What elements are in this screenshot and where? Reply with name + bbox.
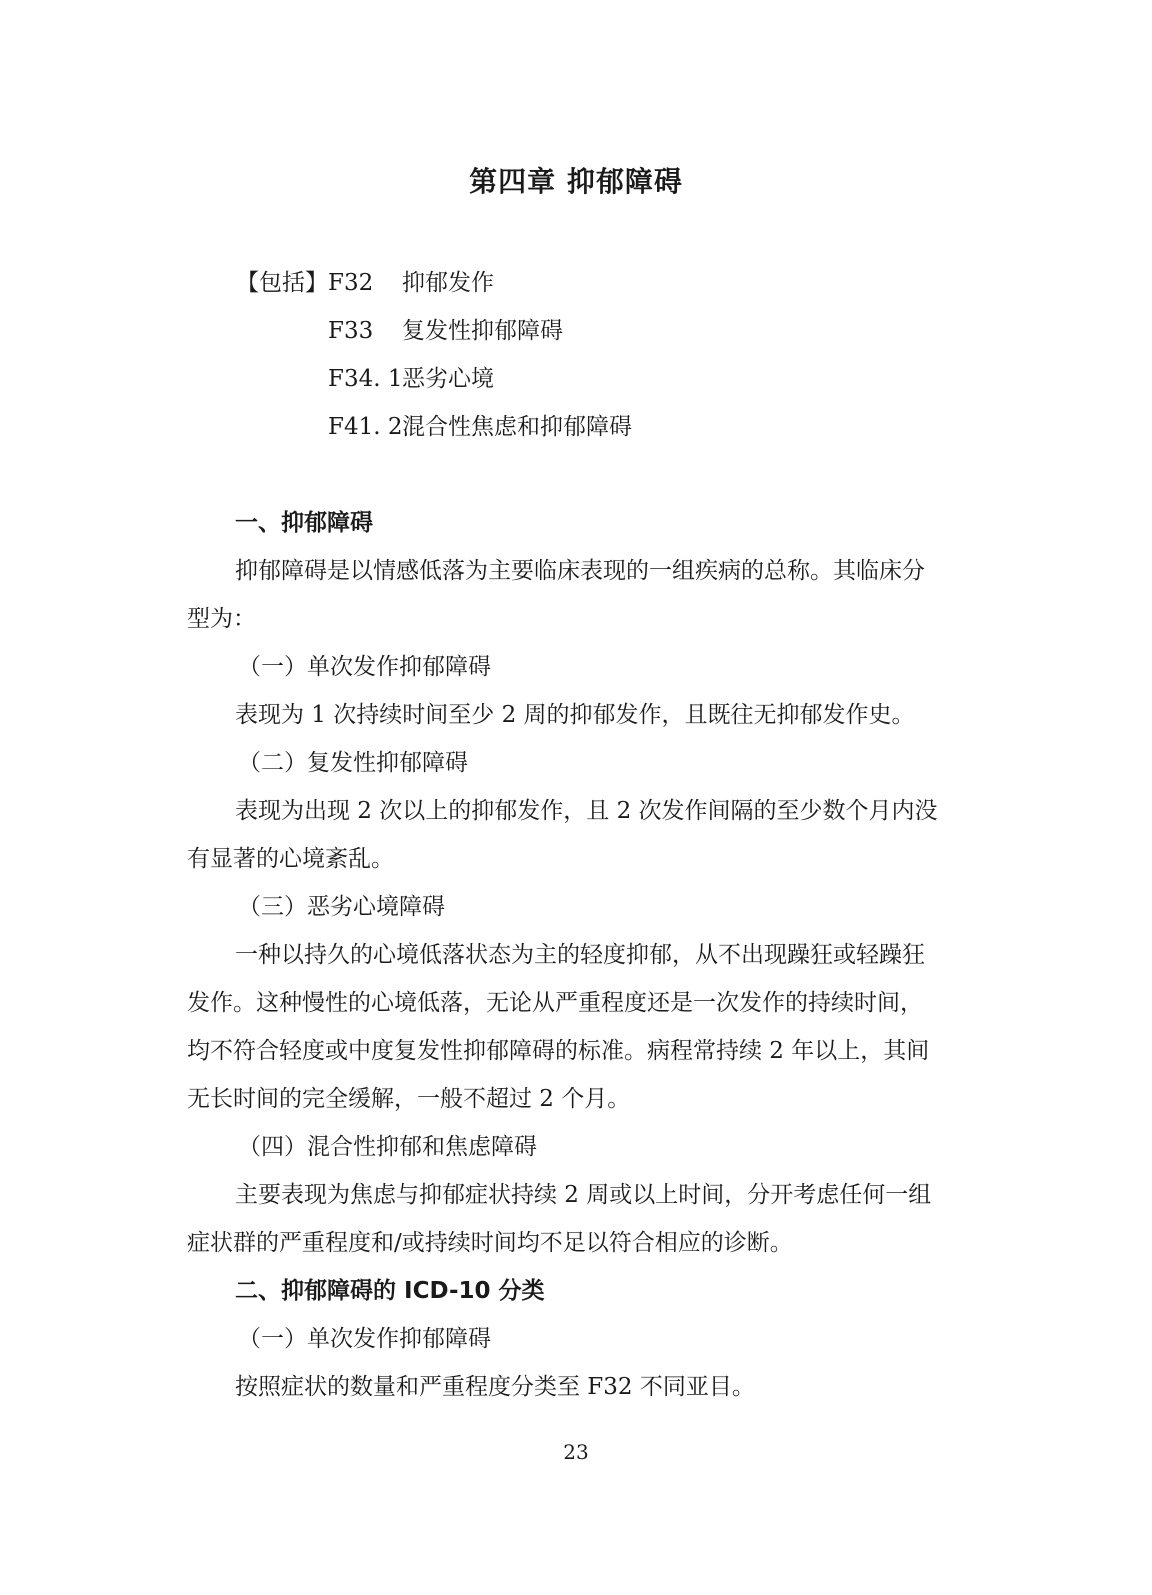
includes-label: 【包括】 — [236, 270, 328, 296]
includes-name: 抑郁发作 — [402, 270, 494, 296]
paragraph-line: 发作。这种慢性的心境低落，无论从严重程度还是一次发作的持续时间， — [187, 990, 923, 1016]
section-heading: 二、抑郁障碍的 ICD-10 分类 — [235, 1278, 545, 1304]
paragraph-line: 主要表现为焦虑与抑郁症状持续 2 周或以上时间，分开考虑任何一组 — [235, 1182, 932, 1208]
includes-name: 复发性抑郁障碍 — [402, 318, 563, 344]
subsection-heading: （四）混合性抑郁和焦虑障碍 — [238, 1134, 537, 1160]
paragraph-line: 症状群的严重程度和/或持续时间均不足以符合相应的诊断。 — [187, 1230, 793, 1256]
paragraph-line: 按照症状的数量和严重程度分类至 F32 不同亚目。 — [235, 1374, 755, 1400]
paragraph-line: 无长时间的完全缓解，一般不超过 2 个月。 — [187, 1086, 631, 1112]
paragraph-line: 有显著的心境紊乱。 — [187, 846, 394, 872]
section-heading: 一、抑郁障碍 — [235, 510, 373, 536]
subsection-heading: （一）单次发作抑郁障碍 — [238, 1326, 491, 1352]
includes-name: 恶劣心境 — [402, 366, 494, 392]
chapter-title: 第四章 抑郁障碍 — [469, 165, 683, 198]
paragraph-line: 一种以持久的心境低落状态为主的轻度抑郁，从不出现躁狂或轻躁狂 — [235, 942, 925, 968]
page-number: 23 — [563, 1440, 589, 1464]
includes-name: 混合性焦虑和抑郁障碍 — [402, 414, 632, 440]
subsection-heading: （二）复发性抑郁障碍 — [238, 750, 468, 776]
includes-code: F32 — [328, 270, 374, 296]
paragraph-line: 表现为 1 次持续时间至少 2 周的抑郁发作，且既往无抑郁发作史。 — [235, 702, 915, 728]
includes-code: F34. 1 — [328, 366, 403, 392]
subsection-heading: （一）单次发作抑郁障碍 — [238, 654, 491, 680]
paragraph-line: 均不符合轻度或中度复发性抑郁障碍的标准。病程常持续 2 年以上，其间 — [187, 1038, 930, 1064]
paragraph-line: 型为： — [187, 606, 256, 632]
paragraph-line: 表现为出现 2 次以上的抑郁发作，且 2 次发作间隔的至少数个月内没 — [235, 798, 938, 824]
paragraph-line: 抑郁障碍是以情感低落为主要临床表现的一组疾病的总称。其临床分 — [235, 558, 925, 584]
includes-code: F33 — [328, 318, 374, 344]
includes-code: F41. 2 — [328, 414, 403, 440]
subsection-heading: （三）恶劣心境障碍 — [238, 894, 445, 920]
